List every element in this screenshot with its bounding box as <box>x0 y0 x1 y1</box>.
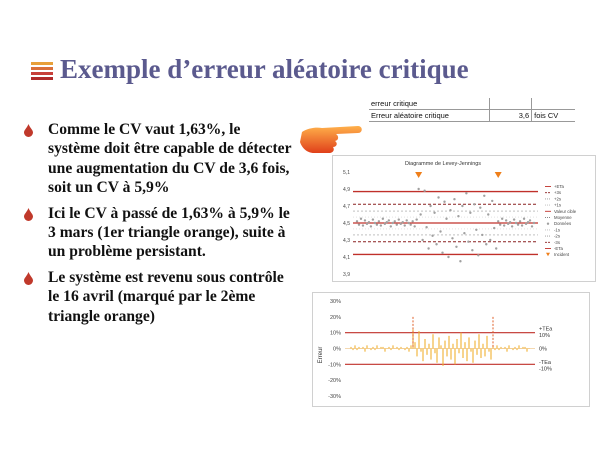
data-point <box>447 256 449 258</box>
error-bar <box>408 349 409 352</box>
data-point <box>413 225 415 227</box>
legend-label: Valeur cible <box>554 208 577 214</box>
error-chart <box>312 292 590 407</box>
data-point <box>491 200 493 202</box>
error-bar <box>432 334 433 348</box>
legend-label: +2s <box>554 196 562 202</box>
error-bar <box>462 349 463 359</box>
error-bar <box>406 347 407 349</box>
error-bar <box>396 347 397 349</box>
y-tick-label: 4,7 <box>343 204 350 210</box>
error-bar <box>374 349 375 351</box>
data-point <box>396 224 398 226</box>
table-cell-empty <box>532 98 575 110</box>
data-point <box>477 254 479 256</box>
drop-icon <box>24 124 33 137</box>
data-point <box>425 226 427 228</box>
error-bar <box>370 349 371 351</box>
data-point <box>453 198 455 200</box>
error-bar <box>398 349 399 351</box>
error-bar <box>524 347 525 349</box>
error-bar <box>496 345 497 348</box>
y-tick-label: 5,1 <box>343 170 350 176</box>
error-bar <box>458 349 459 354</box>
data-point <box>392 222 394 224</box>
error-bar <box>494 349 495 351</box>
error-bar <box>392 345 393 348</box>
data-point <box>394 220 396 222</box>
data-point <box>523 218 525 220</box>
data-point <box>364 219 366 221</box>
bullet-item-3 <box>24 268 296 326</box>
error-bar <box>380 347 381 349</box>
data-point <box>402 221 404 223</box>
legend-swatch <box>547 223 549 225</box>
data-point <box>435 243 437 245</box>
data-point <box>370 225 372 227</box>
table-cell-value: 3,6 <box>490 110 532 122</box>
legend-label: Moyenne <box>554 215 572 220</box>
table-cell-unit: fois CV <box>532 110 575 122</box>
data-point <box>368 221 370 223</box>
error-bar <box>366 345 367 348</box>
error-bar <box>430 349 431 360</box>
data-point <box>503 224 505 226</box>
error-bar <box>454 349 455 365</box>
y-tick-label: 3,9 <box>343 272 350 278</box>
y-axis-label: Erreur <box>318 346 324 364</box>
y-tick-label: -20% <box>328 378 341 385</box>
error-bar <box>390 349 391 351</box>
data-point <box>439 230 441 232</box>
error-bar <box>424 339 425 349</box>
error-bar <box>460 333 461 349</box>
error-bar <box>488 349 489 352</box>
y-tick-label: 4,3 <box>343 238 350 244</box>
right-label: 10% <box>539 333 551 340</box>
lj-incidents <box>415 172 502 178</box>
legend-label: -3s <box>554 239 560 245</box>
error-bar <box>410 345 411 348</box>
data-point <box>521 224 523 226</box>
data-point <box>533 222 535 224</box>
levey-jennings-svg <box>333 156 595 281</box>
data-point <box>415 218 417 220</box>
legend-label: +1s <box>554 202 562 208</box>
data-point <box>366 223 368 225</box>
data-point <box>487 213 489 215</box>
error-bar <box>516 349 517 351</box>
bullet-text: Le système est revenu sous contrôle le 16 avril (marqué par le 2ème triangle orange) <box>48 268 284 325</box>
error-bar <box>444 341 445 349</box>
data-point <box>479 207 481 209</box>
lj-y-ticks <box>343 170 350 278</box>
error-bar <box>426 349 427 355</box>
lj-legend <box>545 184 577 257</box>
error-bar <box>472 349 473 363</box>
data-point <box>429 205 431 207</box>
data-point <box>358 224 360 226</box>
error-bar <box>490 349 491 360</box>
data-point <box>483 195 485 197</box>
data-point <box>511 225 513 227</box>
data-point <box>509 221 511 223</box>
error-bar <box>362 347 363 349</box>
data-point <box>417 188 419 190</box>
error-bar <box>388 347 389 349</box>
y-tick-label: -30% <box>328 394 341 400</box>
data-point <box>495 247 497 249</box>
error-bar <box>450 349 451 360</box>
error-bar <box>434 349 435 354</box>
legend-label: Incident <box>554 252 570 258</box>
data-point <box>378 220 380 222</box>
data-point <box>451 237 453 239</box>
error-bar <box>384 349 385 352</box>
drop-icon <box>24 272 33 285</box>
data-point <box>529 219 531 221</box>
error-bar <box>466 349 467 362</box>
error-bar <box>416 349 417 357</box>
levey-jennings-chart <box>332 155 596 282</box>
er-bars <box>350 330 529 366</box>
er-y-ticks <box>328 299 341 400</box>
data-point <box>384 223 386 225</box>
data-point <box>507 223 509 225</box>
table-cell-label: erreur critique <box>369 98 490 110</box>
data-point <box>433 212 435 214</box>
legend-label: +ETa <box>554 184 564 189</box>
data-point <box>441 252 443 254</box>
error-bar <box>440 345 441 348</box>
data-point <box>527 221 529 223</box>
error-bar <box>506 349 507 352</box>
data-point <box>501 218 503 220</box>
error-bar <box>438 337 439 348</box>
incident-marker <box>495 172 502 178</box>
data-point <box>463 232 465 234</box>
error-bar <box>376 345 377 348</box>
data-point <box>382 218 384 220</box>
data-point <box>473 203 475 205</box>
data-point <box>475 229 477 231</box>
error-bar <box>476 349 477 355</box>
table-cell-label: Erreur aléatoire critique <box>369 110 490 122</box>
data-point <box>489 239 491 241</box>
right-label: -10% <box>539 366 552 373</box>
chart-title: Diagramme de Levey-Jennings <box>404 161 482 167</box>
error-bar <box>484 349 485 357</box>
data-point <box>388 219 390 221</box>
data-point <box>457 215 459 217</box>
error-bar <box>356 349 357 351</box>
data-point <box>398 218 400 220</box>
error-bar <box>482 344 483 349</box>
data-point <box>469 212 471 214</box>
data-point <box>404 224 406 226</box>
data-point <box>386 221 388 223</box>
data-point <box>380 224 382 226</box>
error-bar <box>448 336 449 349</box>
error-bar <box>468 337 469 348</box>
error-bar <box>498 349 499 351</box>
data-point <box>455 246 457 248</box>
error-bar <box>480 349 481 359</box>
legend-label: -ETa <box>554 246 563 251</box>
data-point <box>519 220 521 222</box>
data-point <box>493 227 495 229</box>
table-row <box>369 98 575 110</box>
error-bar <box>382 347 383 349</box>
data-point <box>525 223 527 225</box>
data-point <box>421 239 423 241</box>
y-tick-label: -10% <box>328 362 341 369</box>
error-bar <box>404 349 405 351</box>
error-bar <box>418 331 419 348</box>
error-bar <box>414 342 415 348</box>
error-bar <box>420 349 421 352</box>
error-bar <box>464 342 465 348</box>
slide-title: Exemple d’erreur aléatoire critique <box>60 54 469 84</box>
data-point <box>409 224 411 226</box>
data-point <box>481 234 483 236</box>
legend-label: -1s <box>554 227 560 233</box>
error-bar <box>504 347 505 349</box>
error-bar <box>442 349 443 366</box>
data-point <box>406 219 408 221</box>
error-bar <box>358 347 359 349</box>
right-label: +TEa <box>539 326 553 333</box>
table-cell-empty <box>490 98 532 110</box>
right-label: 0% <box>539 346 547 353</box>
data-point <box>505 219 507 221</box>
incident-marker <box>415 172 422 178</box>
data-point <box>372 218 374 220</box>
error-table <box>369 98 575 122</box>
error-bar <box>512 349 513 351</box>
error-bar <box>478 334 479 348</box>
data-point <box>445 218 447 220</box>
data-point <box>499 224 501 226</box>
error-chart-svg <box>313 293 589 406</box>
error-bar <box>474 341 475 349</box>
error-bar <box>486 336 487 349</box>
data-point <box>467 241 469 243</box>
error-bar <box>446 349 447 357</box>
error-bar <box>518 345 519 348</box>
data-point <box>390 225 392 227</box>
data-point <box>471 249 473 251</box>
data-point <box>400 223 402 225</box>
right-label: -TEa <box>539 359 551 366</box>
error-bar <box>452 344 453 349</box>
data-point <box>411 220 413 222</box>
y-tick-label: 4,9 <box>343 187 350 193</box>
error-bar <box>422 349 423 362</box>
data-point <box>443 201 445 203</box>
data-point <box>376 224 378 226</box>
error-bar <box>514 347 515 349</box>
drop-icon <box>24 208 33 221</box>
error-bar <box>352 349 353 351</box>
y-tick-label: 4,5 <box>343 221 350 227</box>
data-point <box>459 260 461 262</box>
error-bar <box>526 349 527 352</box>
data-point <box>485 243 487 245</box>
error-bar <box>500 347 501 349</box>
data-point <box>374 222 376 224</box>
error-bar <box>364 349 365 352</box>
error-bar <box>456 339 457 349</box>
bullet-text: Comme le CV vaut 1,63%, le système doit être capable de détecter une augmentation du CV de 3,6 fois, soit un CV à 5,9% <box>48 121 292 197</box>
data-point <box>531 225 533 227</box>
data-point <box>517 224 519 226</box>
legend-swatch <box>546 253 550 257</box>
data-point <box>431 235 433 237</box>
data-point <box>427 247 429 249</box>
data-point <box>419 213 421 215</box>
data-point <box>437 196 439 198</box>
data-point <box>362 224 364 226</box>
y-tick-label: 10% <box>329 330 341 337</box>
legend-label: Données <box>554 221 572 227</box>
data-point <box>360 218 362 220</box>
error-bar <box>372 347 373 349</box>
bullet-list <box>24 120 296 332</box>
er-right-labels <box>539 327 553 373</box>
bullet-item-1 <box>24 120 296 198</box>
data-point <box>513 218 515 220</box>
pointing-hand-icon <box>298 118 364 156</box>
y-tick-label: 20% <box>329 314 341 321</box>
data-point <box>515 222 517 224</box>
data-point <box>461 205 463 207</box>
error-bar <box>522 347 523 349</box>
error-bar <box>354 345 355 348</box>
y-tick-label: 30% <box>329 299 341 305</box>
error-bar <box>350 347 351 349</box>
bullet-item-2 <box>24 204 296 262</box>
title-bars-icon <box>31 62 53 82</box>
error-bar <box>436 349 437 363</box>
y-tick-label: 0% <box>333 346 341 353</box>
data-point <box>356 220 358 222</box>
error-bar <box>428 344 429 349</box>
legend-label: +3s <box>554 190 562 196</box>
error-bar <box>470 349 471 352</box>
y-tick-label: 4,1 <box>343 255 350 261</box>
lj-points <box>356 188 535 263</box>
table-row <box>369 110 575 122</box>
error-bar <box>508 345 509 348</box>
legend-label: -2s <box>554 233 560 239</box>
bullet-text: Ici le CV à passé de 1,63% à 5,9% le 3 mars (1er triangle orange), suite à un problème persistant. <box>48 204 290 261</box>
data-point <box>408 222 410 224</box>
data-point <box>449 209 451 211</box>
data-point <box>423 190 425 192</box>
data-point <box>497 220 499 222</box>
error-bar <box>400 347 401 349</box>
data-point <box>465 192 467 194</box>
